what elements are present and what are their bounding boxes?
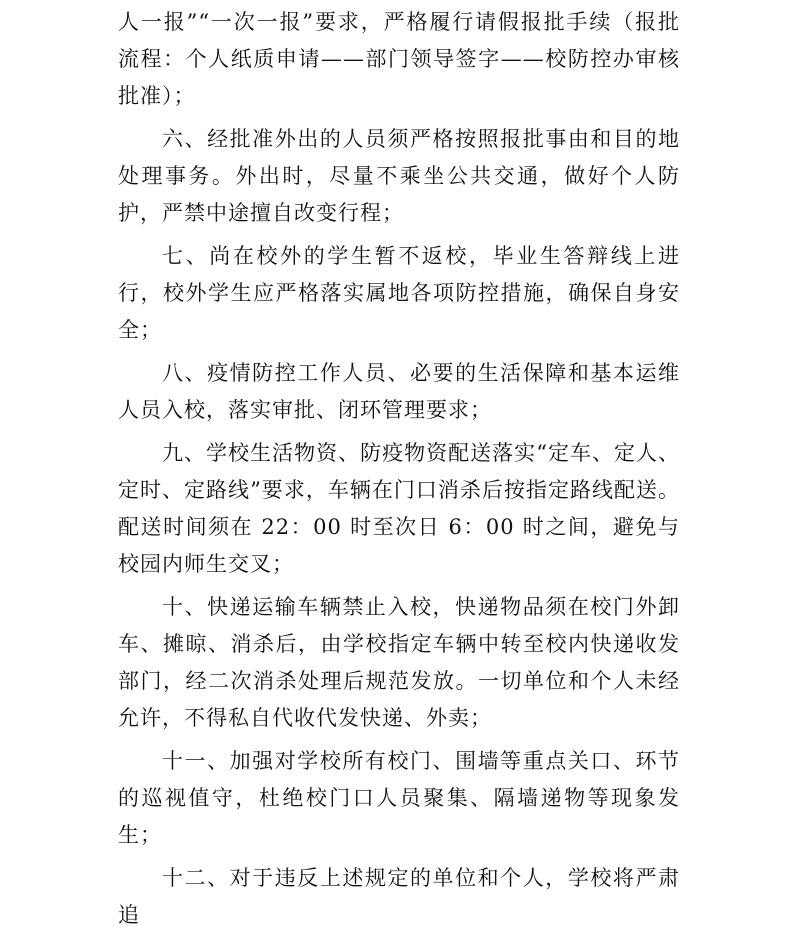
paragraph-item-11: 十一、加强对学校所有校门、围墙等重点关口、环节的巡视值守，杜绝校门口人员聚集、隔墙递物等现象发生； — [118, 749, 680, 847]
paragraph-item-9: 九、学校生活物资、防疫物资配送落实“定车、定人、定时、定路线”要求，车辆在门口消杀后按指定路线配送。配送时间须在 22：00 时至次日 6：00 时之间，避免与校园内师生交叉； — [118, 441, 680, 576]
paragraph-item-7: 七、尚在校外的学生暂不返校，毕业生答辩线上进行，校外学生应严格落实属地各项防控措施，确保自身安全； — [118, 244, 680, 342]
paragraph-item-12: 十二、对于违反上述规定的单位和个人，学校将严肃追 — [118, 866, 680, 927]
paragraph-item-8: 八、疫情防控工作人员、必要的生活保障和基本运维人员入校，落实审批、闭环管理要求； — [118, 361, 680, 422]
paragraph-item-10: 十、快递运输车辆禁止入校，快递物品须在校门外卸车、摊晾、消杀后，由学校指定车辆中转至校内快递收发部门，经二次消杀处理后规范发放。一切单位和个人未经允许，不得私自代收代发快递、外卖； — [118, 595, 680, 730]
document-page — [118, 0, 680, 927]
paragraph-continued-item-5: 人一报”“一次一报”要求，严格履行请假报批手续（报批流程：个人纸质申请——部门领导签字——校防控办审核批准）； — [118, 10, 680, 108]
paragraph-item-6: 六、经批准外出的人员须严格按照报批事由和目的地处理事务。外出时，尽量不乘坐公共交通，做好个人防护，严禁中途擅自改变行程； — [118, 127, 680, 225]
